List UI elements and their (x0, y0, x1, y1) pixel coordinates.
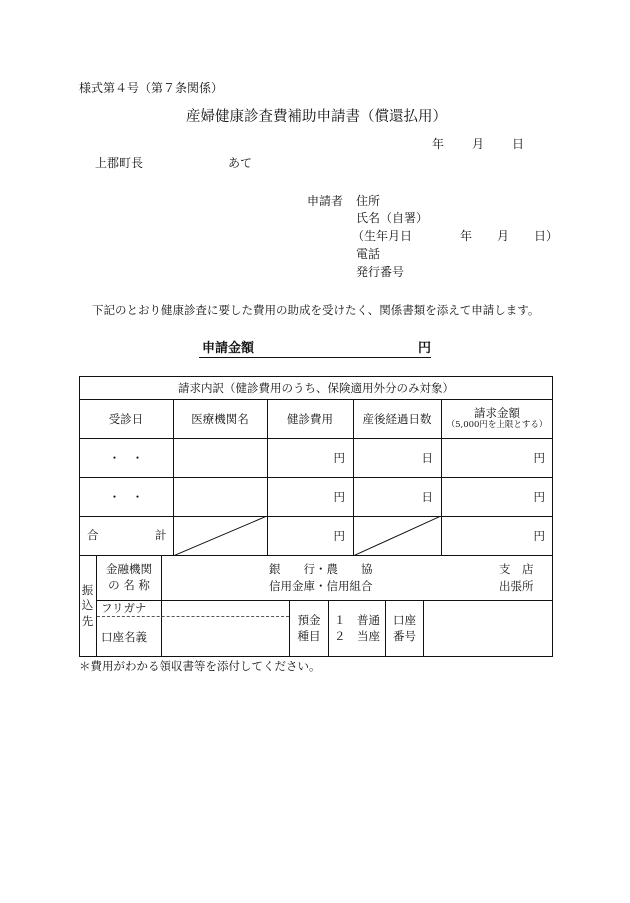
addressee: 上郡町長 (95, 156, 144, 170)
branch-line-1: 支 店 (499, 562, 534, 576)
footnote: ＊費用がわかる領収書等を添付してください。 (79, 659, 321, 673)
header-days: 産後経過日数 (362, 411, 432, 426)
amount-unit: 円 (418, 341, 432, 356)
account-number-line-2: 番号 (393, 628, 416, 643)
applicant-birth-day: 日） (534, 229, 559, 243)
page-title: 産婦健康診査費補助申請書（償還払用） (186, 109, 447, 125)
row1-institution[interactable] (173, 438, 267, 477)
applicant-address-label: 住所 (356, 194, 381, 208)
deposit-type-options[interactable] (329, 601, 385, 656)
deposit-option-current[interactable]: ２ 当座 (334, 628, 380, 643)
request-text: 下記のとおり健康診査に要した費用の助成を受けたく、関係書類を添えて申請します。 (92, 303, 540, 317)
amount-underline (199, 357, 431, 358)
applicant-label: 申請者 (307, 194, 344, 208)
header-institution: 医療機関名 (191, 411, 249, 426)
header-visit-date: 受診日 (108, 411, 144, 426)
bank-transfer-table (79, 555, 553, 657)
date-day: 日 (512, 137, 525, 151)
bank-type-line-2: 信用金庫・信用組合 (269, 579, 373, 593)
deposit-option-ordinary[interactable]: １ 普通 (334, 612, 380, 627)
row1-days-unit[interactable]: 日 (421, 450, 433, 465)
applicant-birth-year: 年 (460, 229, 473, 243)
claim-breakdown-table (79, 376, 553, 556)
header-cost: 健診費用 (287, 411, 333, 426)
row2-institution[interactable] (173, 477, 267, 516)
header-claim-note: （5,000円を上限とする） (446, 420, 548, 431)
account-name-field[interactable] (162, 617, 289, 656)
total-institution-diagonal (173, 516, 267, 556)
institution-label (97, 556, 161, 600)
row1-claim-unit[interactable]: 円 (533, 450, 545, 465)
row2-claim-unit[interactable]: 円 (533, 489, 545, 504)
total-label-right: 計 (155, 528, 167, 542)
header-claim-label: 請求金額 (474, 406, 520, 420)
row1-visit-date[interactable]: ・ ・ (108, 450, 144, 465)
total-claim-unit[interactable]: 円 (533, 528, 545, 543)
table-caption: 請求内訳（健診費用のうち、保険適用外分のみ対象） (178, 380, 454, 395)
institution-label-line-1: 金融機関 (106, 562, 152, 577)
branch-line-2: 出張所 (499, 579, 534, 593)
date-year: 年 (432, 137, 445, 151)
header-claim (441, 399, 553, 438)
amount-label: 申請金額 (202, 341, 255, 356)
deposit-type-line-2: 種目 (297, 628, 321, 643)
side-label-char-1: 振 (81, 582, 94, 597)
applicant-name-label: 氏名（自署） (356, 211, 429, 225)
date-month: 月 (472, 137, 485, 151)
applicant-issue-number-label: 発行番号 (356, 265, 405, 279)
applicant-birth-month: 月 (497, 229, 510, 243)
total-days-diagonal (353, 516, 441, 556)
bank-type-line-1: 銀 行・農 協 (269, 562, 373, 576)
addressee-ate: あて (228, 156, 253, 170)
row2-cost-unit[interactable]: 円 (333, 489, 345, 504)
transfer-destination-label (79, 555, 96, 657)
deposit-type-label (290, 601, 328, 656)
furigana-field[interactable] (162, 601, 289, 616)
account-number-line-1: 口座 (393, 612, 416, 627)
row2-visit-date[interactable]: ・ ・ (108, 489, 144, 504)
institution-label-line-2: の 名 称 (108, 578, 150, 592)
form-number: 様式第４号（第７条関係） (79, 81, 224, 95)
applicant-phone-label: 電話 (356, 247, 381, 261)
side-label-char-3: 先 (81, 613, 94, 628)
row1-cost-unit[interactable]: 円 (333, 450, 345, 465)
furigana-label: フリガナ (101, 601, 147, 615)
account-number-field[interactable] (424, 601, 552, 656)
deposit-type-line-1: 預金 (297, 612, 321, 627)
account-number-label (386, 601, 423, 656)
applicant-birth-label: （生年月日 (352, 229, 413, 243)
total-label-left: 合 (87, 528, 99, 542)
total-cost-unit[interactable]: 円 (333, 528, 345, 543)
row2-days-unit[interactable]: 日 (421, 489, 433, 504)
side-label-char-2: 込 (81, 598, 94, 613)
account-name-label: 口座名義 (101, 630, 147, 644)
